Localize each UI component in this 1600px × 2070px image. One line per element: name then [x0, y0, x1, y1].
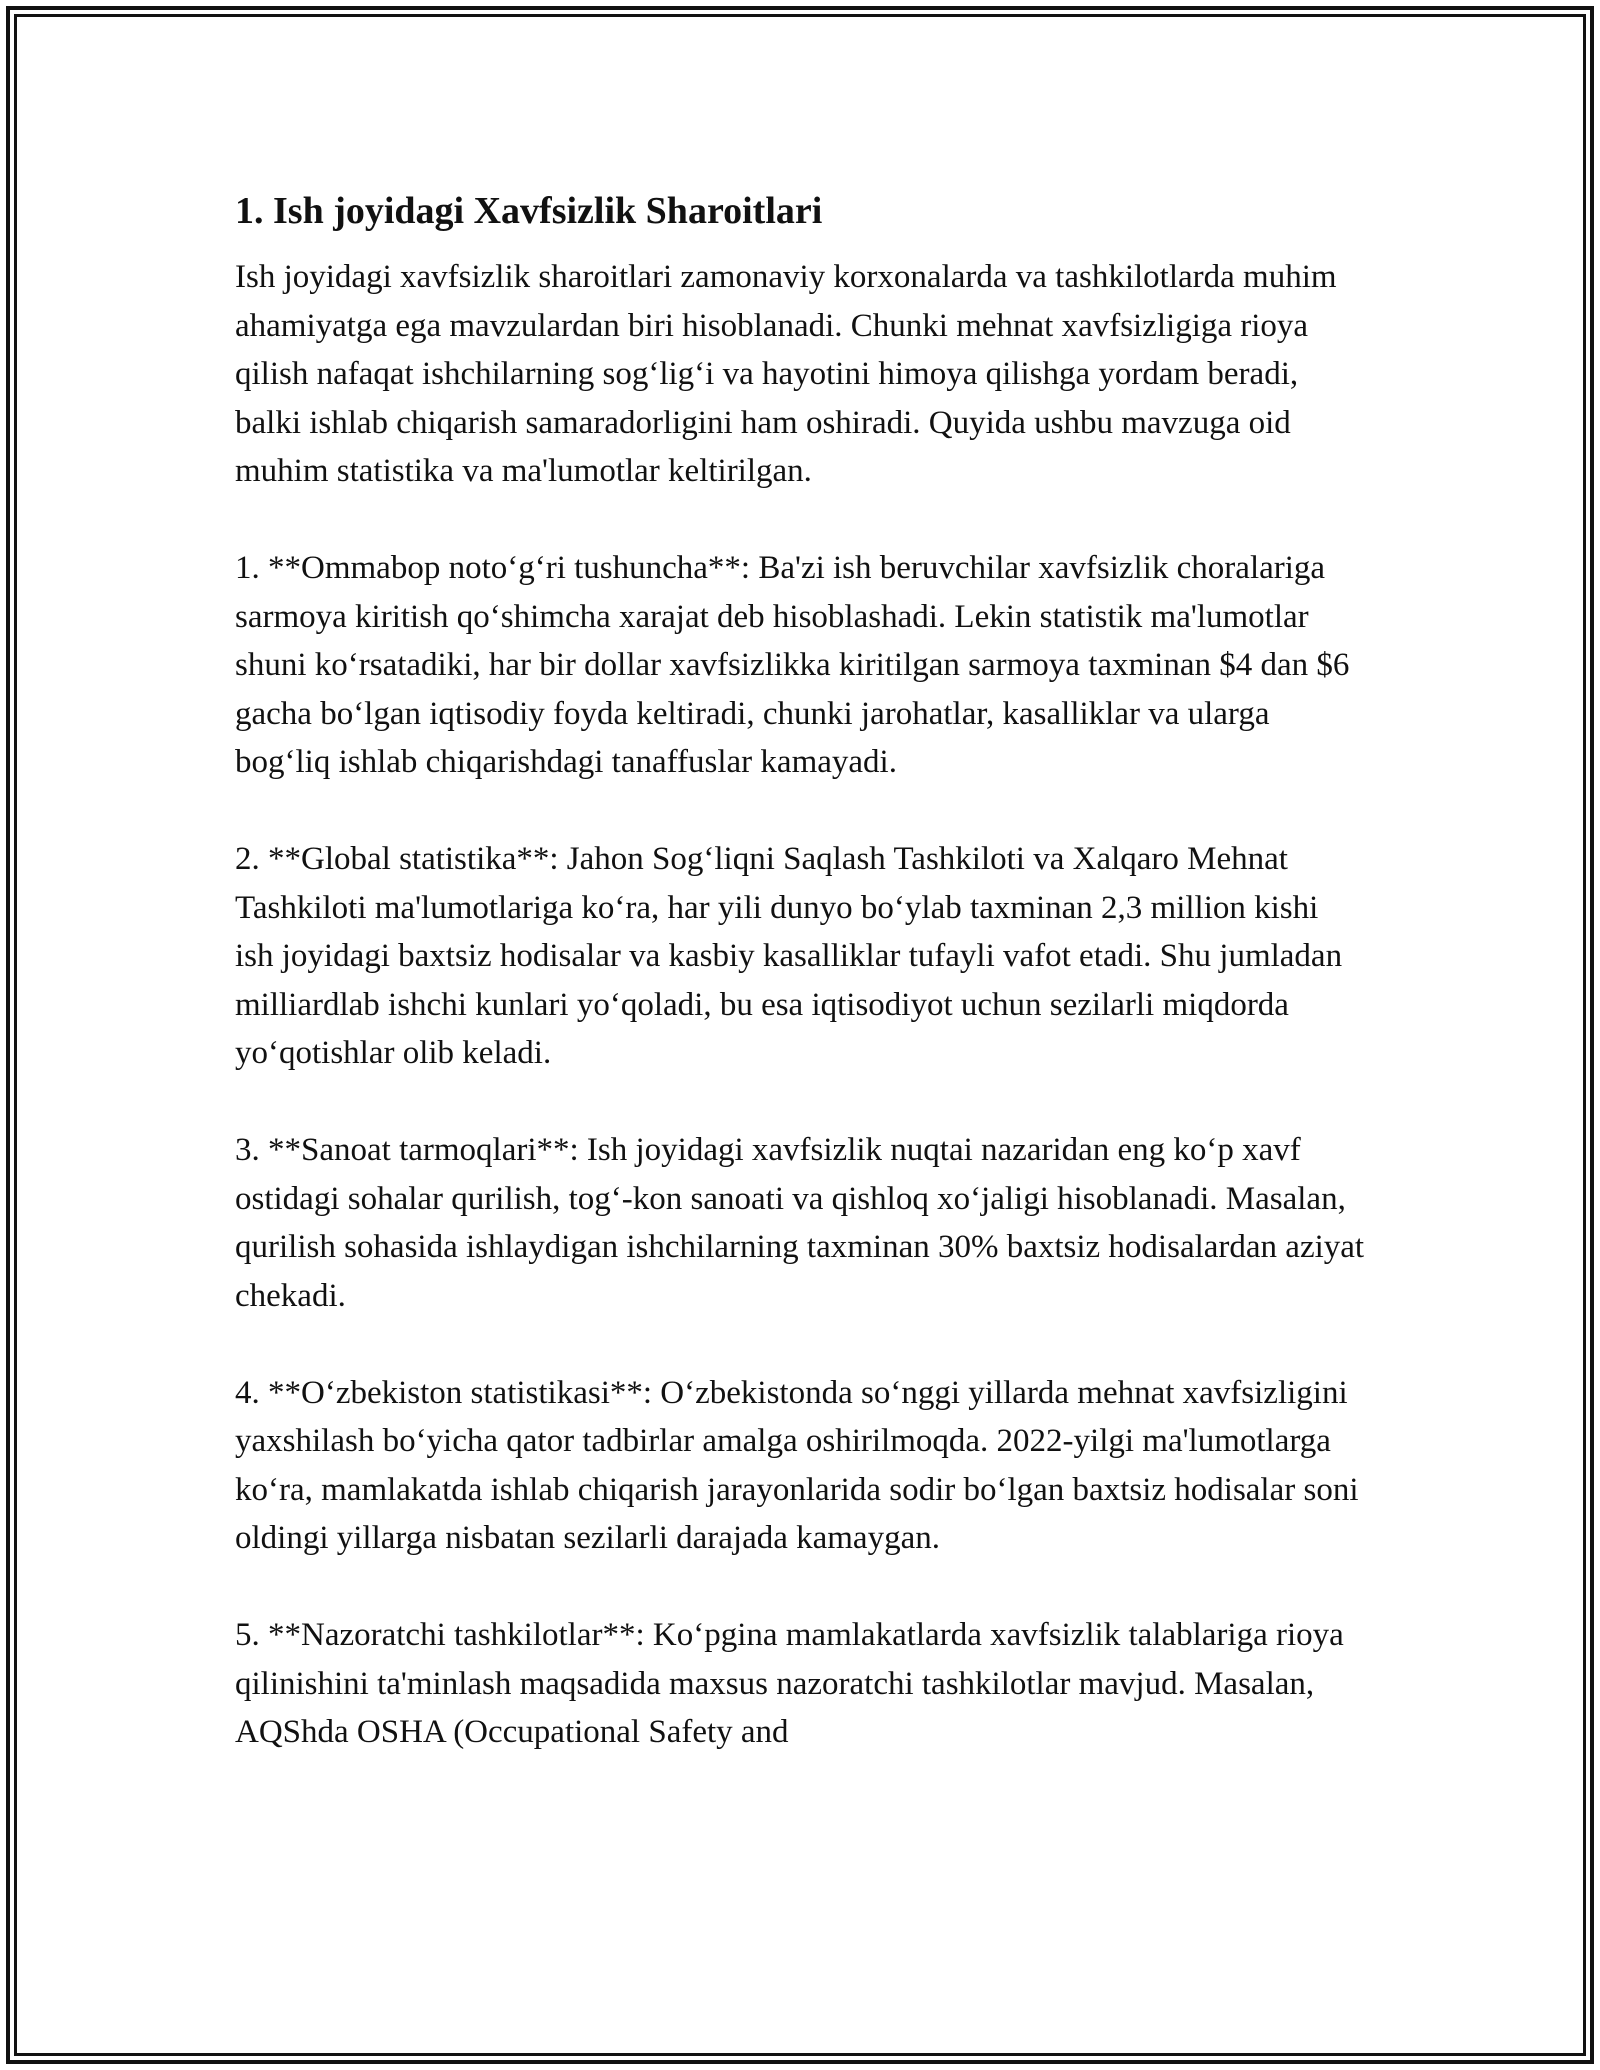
document-body — [235, 185, 1365, 1805]
intro-paragraph: Ish joyidagi xavfsizlik sharoitlari zamonaviy korxonalarda va tashkilotlarda muhim ahamiyatga ega mavzulardan biri hisoblanadi. Chunki mehnat xavfsizligiga rioya qilish nafaqat ishchilarning sog‘lig‘i va hayotini himoya qilishga yordam beradi, balki ishlab chiqarish samaradorligini ham oshiradi. Quyida ushbu mavzuga oid muhim statistika va ma'lumotlar keltirilgan. — [235, 259, 1337, 489]
paragraph-global-statistics: 2. **Global statistika**: Jahon Sog‘liqni Saqlash Tashkiloti va Xalqaro Mehnat Tashkiloti ma'lumotlariga ko‘ra, har yili dunyo bo‘ylab taxminan 2,3 million kishi ish joyidagi baxtsiz hodisalar va kasbiy kasalliklar tufayli vafot etadi. Shu jumladan milliardlab ishchi kunlari yo‘qoladi, bu esa iqtisodiyot uchun sezilarli miqdorda yo‘qotishlar olib keladi. — [235, 841, 1343, 1071]
paragraph-misconception: 1. **Ommabop noto‘g‘ri tushuncha**: Ba'zi ish beruvchilar xavfsizlik choralariga sarmoya kiritish qo‘shimcha xarajat deb hisoblashadi. Lekin statistik ma'lumotlar shuni ko‘rsatadiki, har bir dollar xavfsizlikka kiritilgan sarmoya taxminan $4 dan $6 gacha bo‘lgan iqtisodiy foyda keltiradi, chunki jarohatlar, kasalliklar va ularga bog‘liq ishlab chiqarishdagi tanaffuslar kamayadi. — [235, 550, 1350, 780]
paragraph-industry-sectors: 3. **Sanoat tarmoqlari**: Ish joyidagi xavfsizlik nuqtai nazaridan eng ko‘p xavf ostidagi sohalar qurilish, tog‘-kon sanoati va qishloq xo‘jaligi hisoblanadi. Masalan, qurilish sohasida ishlaydigan ishchilarning taxminan 30% baxtsiz hodisalardan aziyat chekadi. — [235, 1132, 1365, 1314]
paragraph-uzbekistan-statistics: 4. **O‘zbekiston statistikasi**: O‘zbekistonda so‘nggi yillarda mehnat xavfsizligini yaxshilash bo‘yicha qator tadbirlar amalga oshirilmoqda. 2022-yilgi ma'lumotlarga ko‘ra, mamlakatda ishlab chiqarish jarayonlarida sodir bo‘lgan baxtsiz hodisalar soni oldingi yillarga nisbatan sezilarli darajada kamaygan. — [235, 1374, 1359, 1556]
page-title: 1. Ish joyidagi Xavfsizlik Sharoitlari — [235, 190, 823, 232]
paragraph-regulatory-bodies: 5. **Nazoratchi tashkilotlar**: Ko‘pgina mamlakatlarda xavfsizlik talablariga rioya qilinishini ta'minlash maqsadida maxsus nazoratchi tashkilotlar mavjud. Masalan, AQShda OSHA (Occupational Safety and — [235, 1617, 1344, 1750]
